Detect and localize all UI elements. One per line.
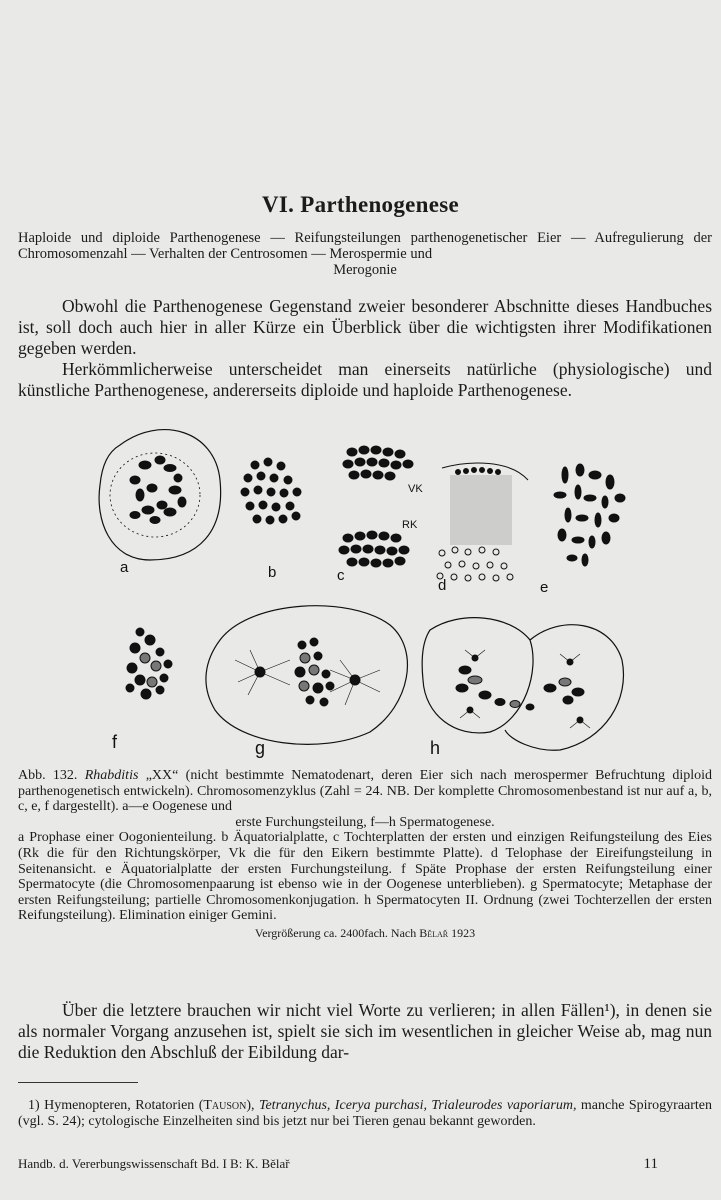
caption-text-1: „XX“ (nicht bestimmte Nematodenart, deren Eier sich nach merospermer Befruchtung diploid parthenogenetisch entwickeln). Chromosomenzyklus (Zahl = 24. NB. Der komplette Chromosomenbestand ist nur auf a, b, c, e, f dargestellt). a—e Oogenese und [18, 768, 713, 815]
footnote [18, 1098, 712, 1130]
label-vk: VK [408, 483, 423, 495]
intro-paragraph-1: Obwohl die Parthenogenese Gegenstand zweier besonderer Abschnitte dieses Handbuches ist, soll doch auch hier in aller Kürze ein Überblick über die wichtigsten ihrer Modifikationen gegeben werden. [18, 296, 712, 358]
panel-a-cell [99, 430, 221, 560]
credit-year: 1923 [451, 925, 476, 940]
credit-pre: Vergrößerung ca. 2400fach. Nach [254, 925, 417, 940]
label-d: d [438, 577, 447, 594]
label-b: b [268, 564, 277, 581]
continuation-text [18, 1000, 712, 1063]
footnote-author: Tauson [203, 1098, 247, 1113]
figure-132-drawings [90, 420, 650, 765]
label-g: g [255, 738, 266, 758]
label-c: c [337, 567, 345, 584]
intro-paragraph-2: Herkömmlicherweise unterscheidet man einerseits natürliche (physiologische) und künstliche Parthenogenese, andererseits diploide und haploide Parthenogenese. [18, 359, 712, 400]
summary-text: Haploide und diploide Parthenogenese — Reifungsteilungen parthenogenetischer Eier — Aufregulierung der Chromosomenzahl — Verhalten der Centrosomen — Merospermie und [18, 230, 712, 262]
chapter-title: VI. Parthenogenese [261, 192, 460, 217]
figure-caption [18, 768, 712, 942]
page-footer [18, 1156, 658, 1173]
footnote-mid: ), [246, 1098, 255, 1113]
panel-b-plate [241, 458, 301, 524]
caption-credit [18, 926, 712, 942]
panel-h-spermatocytes [422, 618, 623, 751]
panel-g-spermatocyte [206, 606, 408, 745]
label-rk: RK [402, 519, 418, 531]
label-h: h [430, 738, 441, 758]
panel-e-plate [554, 464, 625, 566]
continuation-paragraph: Über die letztere brauchen wir nicht viel Worte zu verlieren; in allen Fällen¹), in denen sie als normaler Vorgang anzusehen ist, spielt sie sich im wesentlichen in gleicher Weise ab, mag nun die Reduktion den Abschluß der Eibildung dar- [18, 1000, 712, 1062]
credit-author: Bělař [419, 925, 449, 940]
caption-species: Rhabditis [84, 768, 139, 783]
summary-end: Merogonie [333, 262, 397, 278]
footnote-rule [18, 1082, 138, 1083]
chapter-summary [18, 230, 712, 278]
panel-f-prophase [126, 628, 172, 699]
footnote-pre: Hymenopteren, Rotatorien ( [44, 1098, 204, 1113]
page-number: 11 [643, 1156, 658, 1172]
intro-text [18, 296, 712, 401]
footnote-number: 1) [28, 1098, 40, 1113]
footnote-post: manche Spirogyraarten (vgl. S. 24); cytologische Einzelheiten sind bis jetzt nur bei Tieren genau bekannt geworden. [18, 1098, 713, 1129]
footnote-species: Tetranychus, Icerya purchasi, Trialeurodes vaporiarum, [258, 1098, 577, 1113]
caption-lead: Abb. 132. [18, 768, 78, 783]
label-a: a [120, 559, 129, 576]
label-e: e [540, 579, 549, 596]
caption-text-1-end: erste Furchungsteilung, f—h Spermatogenese. [235, 814, 495, 830]
panel-d-telophase [437, 463, 528, 581]
caption-text-2: a Prophase einer Oogonienteilung. b Äquatorialplatte, c Tochterplatten der ersten und einzigen Reifungsteilung des Eies (Rk die für den Richtungskörper, Vk die für den Eikern bestimmte Platte). d Telophase der Eireifungsteilung in Seitenansicht. e Äquatorialplatte der ersten Furchungsteilung. f Späte Prophase der ersten Reifungsteilung einer Spermatocyte (die Chromosomenpaarung ist ebenso wie in der Oogenese unterblieben). g Spermatocyte; Metaphase der ersten Reifungsteilung; partielle Chromosomenkonjugation. h Spermatocyten II. Ordnung (zwei Tochterzellen der ersten Reifungsteilung). Elimination einiger Gemini. [18, 830, 712, 924]
running-head: Handb. d. Vererbungswissenschaft Bd. I B: K. Bělař [18, 1156, 290, 1171]
label-f: f [112, 732, 118, 752]
panel-c-plates [339, 446, 413, 567]
